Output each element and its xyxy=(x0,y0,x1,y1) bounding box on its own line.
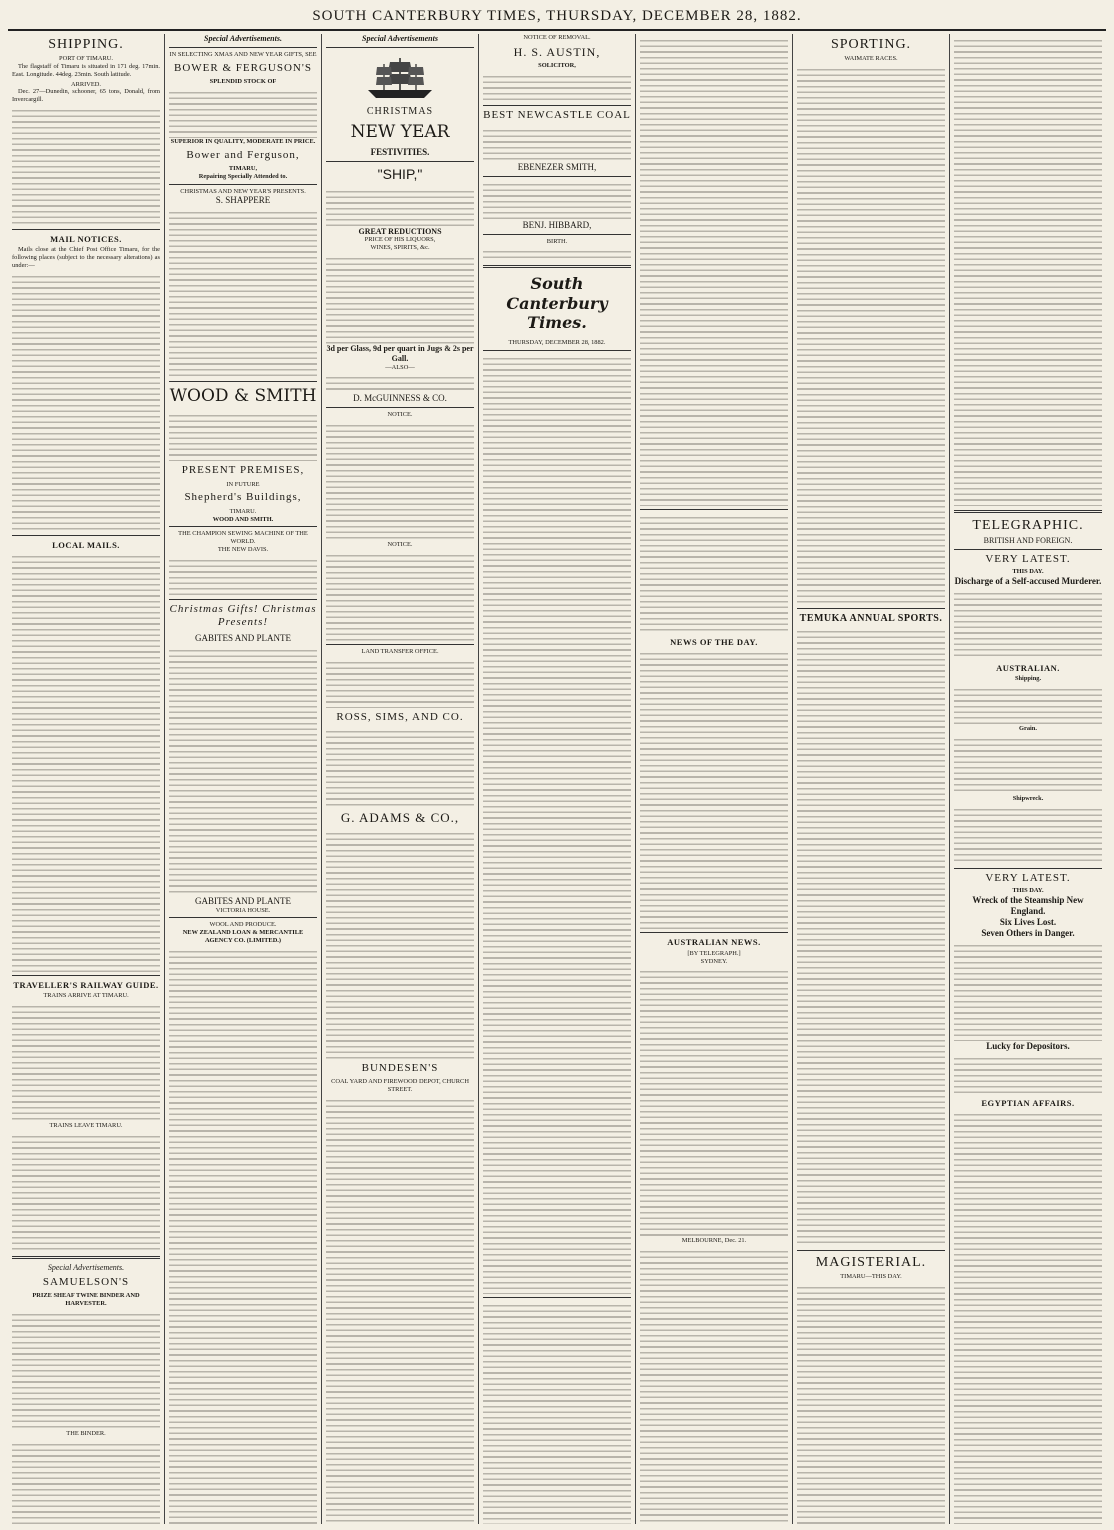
porter-line: 3d per Glass, 9d per quart in Jugs & 2s per Gall. xyxy=(326,344,474,363)
divider xyxy=(169,381,317,382)
newspaper-title: South Canterbury Times. xyxy=(506,274,608,333)
notice2-heading: NOTICE. xyxy=(387,541,413,549)
reductions-heading: GREAT REDUCTIONS xyxy=(358,226,442,236)
lucky-heading: Lucky for Depositors. xyxy=(986,1040,1070,1051)
gabites-body xyxy=(169,646,317,896)
this-day2-heading: THIS DAY. xyxy=(1012,887,1044,895)
sporting-heading: SPORTING. xyxy=(830,37,912,52)
divider xyxy=(169,47,317,48)
lucky-body xyxy=(954,1054,1102,1094)
festivities-heading: FESTIVITIES. xyxy=(370,146,430,157)
notice-body xyxy=(326,421,474,541)
divider xyxy=(640,932,788,933)
adams-heading: G. ADAMS & CO., xyxy=(340,810,460,826)
ship-icon xyxy=(360,52,440,102)
issue-date: THURSDAY, DECEMBER 28, 1882. xyxy=(508,338,606,346)
gabites-footer: GABITES AND PLANTE xyxy=(195,895,291,906)
divider xyxy=(326,644,474,645)
divider xyxy=(326,407,474,408)
austin-name: H. S. AUSTIN, xyxy=(513,44,601,59)
ebenezer-smith: EBENEZER SMITH, xyxy=(517,161,597,172)
bundesen-body xyxy=(326,1096,474,1524)
land-transfer-body xyxy=(326,658,474,708)
divider xyxy=(954,549,1102,550)
divider xyxy=(12,975,160,976)
binder2-body xyxy=(12,1440,160,1524)
column-2 xyxy=(165,34,322,1524)
mcguinness-name: D. McGUINNESS & CO. xyxy=(353,393,447,404)
sydney-body xyxy=(640,967,788,1237)
coal-body xyxy=(483,126,631,162)
telegraphic-heading: TELEGRAPHIC. xyxy=(972,518,1084,533)
solicitor-line: SOLICITOR, xyxy=(538,62,576,70)
wines-line: WINES, SPIRITS, &c. xyxy=(370,244,430,252)
egyptian-body xyxy=(954,1110,1102,1524)
shipwreck-body xyxy=(954,805,1102,865)
arrived-text: Dec. 27—Dunedin, schooner, 65 tons, Donald, from Invercargill. xyxy=(12,88,160,104)
column-3 xyxy=(322,34,479,1524)
wood-smith-heading: WOOD & SMITH xyxy=(169,386,317,407)
column-5 xyxy=(636,34,793,1524)
waimate-races-heading: WAIMATE RACES. xyxy=(844,55,898,63)
divider xyxy=(483,350,631,351)
divider xyxy=(169,184,317,185)
grain-body xyxy=(954,735,1102,795)
removal-body xyxy=(483,72,631,102)
new-davis: THE NEW DAVIS. xyxy=(217,546,269,554)
very-latest-heading: VERY LATEST. xyxy=(985,552,1071,565)
ross-sims-heading: ROSS, SIMS, AND CO. xyxy=(336,710,464,723)
removal-heading: NOTICE OF REMOVAL. xyxy=(523,34,591,41)
nz-loan-body xyxy=(169,947,317,1524)
wine-price-list xyxy=(326,254,474,344)
shappere-body xyxy=(169,208,317,378)
mail-notices-text: Mails close at the Chief Post Office Timaru, for the following places (subject to the necessary alterations) as under:— xyxy=(12,246,160,269)
divider xyxy=(954,868,1102,869)
divider xyxy=(169,599,317,600)
present-premises: PRESENT PREMISES, xyxy=(181,464,305,477)
ship-hotel-body xyxy=(326,187,474,227)
very-latest2-heading: VERY LATEST. xyxy=(985,871,1071,884)
divider xyxy=(797,608,945,609)
discharge-body xyxy=(954,589,1102,659)
trains-arrive-heading: TRAINS ARRIVE AT TIMARU. xyxy=(43,992,129,1000)
british-foreign-heading: BRITISH AND FOREIGN. xyxy=(983,536,1073,546)
new-year-heading: NEW YEAR xyxy=(350,121,450,142)
column-6 xyxy=(793,34,950,1524)
this-day-heading: THIS DAY. xyxy=(1012,568,1044,576)
sewing-body xyxy=(169,556,317,596)
bower-body xyxy=(169,88,317,138)
bower-subheading: SPLENDID STOCK OF xyxy=(209,77,277,85)
notice2-body xyxy=(326,551,474,641)
shipping-subheading: Shipping. xyxy=(1014,675,1042,683)
news-of-the-day-heading: NEWS OF THE DAY. xyxy=(670,637,758,647)
news-of-the-day-body xyxy=(640,649,788,929)
special-ads-heading: Special Advertisements. xyxy=(47,1263,125,1273)
binder2-heading: THE BINDER. xyxy=(66,1429,106,1437)
sewing-heading: THE CHAMPION SEWING MACHINE OF THE WORLD. xyxy=(178,530,308,546)
column-4 xyxy=(479,34,636,1524)
port-heading: PORT OF TIMARU. xyxy=(59,55,113,63)
editorial-column-2 xyxy=(640,36,788,506)
xmas-gifts-line: IN SELECTING XMAS AND NEW YEAR GIFTS, SEE xyxy=(169,50,317,58)
christmas-heading: CHRISTMAS xyxy=(366,105,434,117)
trains-leave-heading: TRAINS LEAVE TIMARU. xyxy=(49,1122,123,1130)
timaru-this-day: TIMARU—THIS DAY. xyxy=(840,1273,902,1281)
also-body xyxy=(326,373,474,393)
melbourne-body xyxy=(640,1247,788,1524)
shipping-heading: SHIPPING. xyxy=(48,37,124,52)
divider xyxy=(12,1256,160,1259)
divider xyxy=(954,510,1102,513)
also-line: —ALSO— xyxy=(385,363,415,371)
magisterial-body xyxy=(797,1283,945,1524)
ship-hotel-name: "SHIP," xyxy=(377,165,423,182)
divider xyxy=(483,176,631,177)
wreck-body xyxy=(954,941,1102,1041)
coal-yard-line: COAL YARD AND FIREWOOD DEPOT, CHURCH STREET. xyxy=(331,1078,469,1094)
liquor-price-line: PRICE OF HIS LIQUORS, xyxy=(364,236,436,244)
divider xyxy=(483,1297,631,1298)
bower-firm: Bower and Ferguson, xyxy=(186,148,300,161)
local-mails-body xyxy=(12,552,160,972)
samuelson-heading: SAMUELSON'S xyxy=(42,1275,130,1288)
trains-leave-body xyxy=(12,1132,160,1252)
shappere-heading: S. SHAPPERE xyxy=(215,195,271,206)
trains-arrive-body xyxy=(12,1002,160,1122)
divider xyxy=(12,229,160,230)
columns xyxy=(8,34,1106,1524)
nz-loan-heading: NEW ZEALAND LOAN & MERCANTILE AGENCY CO. (LIMITED.) xyxy=(182,929,304,945)
divider xyxy=(483,105,631,106)
grain-subheading: Grain. xyxy=(1019,725,1037,733)
hibbard-name: BENJ. HIBBARD, xyxy=(522,219,592,230)
christmas-gifts-heading: Christmas Gifts! Christmas Presents! xyxy=(169,602,317,629)
quality-line: SUPERIOR IN QUALITY, MODERATE IN PRICE. xyxy=(170,137,316,145)
gabites-heading: GABITES AND PLANTE xyxy=(195,632,291,643)
divider xyxy=(640,509,788,510)
flagstaff-text: The flagstaff of Timaru is situated in 171 deg. 17min. East. Longitude. 44deg. 23min. South latitude. xyxy=(12,62,160,78)
melbourne-dateline: MELBOURNE, Dec. 21. xyxy=(681,1237,747,1245)
shipping-body xyxy=(12,106,160,226)
newcastle-coal-heading: BEST NEWCASTLE COAL xyxy=(483,109,631,122)
editorial-column-2b xyxy=(640,513,788,633)
timaru-line: TIMARU. xyxy=(229,507,257,515)
bundesen-heading: BUNDESEN'S xyxy=(361,1062,439,1075)
divider xyxy=(169,917,317,918)
australian-heading: AUSTRALIAN. xyxy=(996,663,1060,674)
magisterial-heading: MAGISTERIAL. xyxy=(815,1255,927,1271)
editorial-body xyxy=(483,354,631,1294)
wood-smith-body xyxy=(169,411,317,461)
adams-body xyxy=(326,829,474,1059)
editorial-continued xyxy=(483,1301,631,1524)
wood-and-smith: WOOD AND SMITH. xyxy=(212,515,274,523)
column-7 xyxy=(950,34,1106,1524)
waimate-races-body xyxy=(797,65,945,605)
egyptian-heading: EGYPTIAN AFFAIRS. xyxy=(981,1097,1075,1108)
court-report-body xyxy=(954,36,1102,506)
temuka-sports-body xyxy=(797,627,945,1247)
australian-news-heading: AUSTRALIAN NEWS. xyxy=(667,937,761,948)
birth-body xyxy=(483,247,631,261)
wreck-heading: Wreck of the Steamship New England. xyxy=(972,895,1084,916)
discharge-heading: Discharge of a Self-accused Murderer. xyxy=(954,576,1102,587)
mail-notices-body xyxy=(12,272,160,532)
land-transfer-heading: LAND TRANSFER OFFICE. xyxy=(361,648,439,655)
wool-heading: WOOL AND PRODUCE. xyxy=(209,921,277,929)
divider xyxy=(169,526,317,527)
victoria-house: VICTORIA HOUSE. xyxy=(215,906,271,914)
presents-heading: CHRISTMAS AND NEW YEAR'S PRESENTS. xyxy=(180,187,306,195)
divider xyxy=(483,265,631,268)
special-ads-heading: Special Advertisements. xyxy=(204,34,282,43)
seven-others-heading: Seven Others in Danger. xyxy=(981,927,1075,938)
six-lives-heading: Six Lives Lost. xyxy=(999,916,1057,927)
binder-heading: PRIZE SHEAF TWINE BINDER AND HARVESTER. xyxy=(32,1292,140,1308)
repair-line: Repairing Specially Attended to. xyxy=(198,172,288,180)
divider xyxy=(483,234,631,235)
binder-body xyxy=(12,1310,160,1430)
special-ads-heading: Special Advertisements xyxy=(362,34,438,43)
railway-guide-heading: TRAVELLER'S RAILWAY GUIDE. xyxy=(13,980,159,991)
bower-heading: BOWER & FERGUSON'S xyxy=(174,61,312,74)
divider xyxy=(326,47,474,48)
by-telegraph: [BY TELEGRAPH.] xyxy=(687,949,741,957)
divider xyxy=(797,1250,945,1251)
ross-sims-body xyxy=(326,727,474,807)
sydney-dateline: SYDNEY. xyxy=(700,957,728,965)
bower-town: TIMARU, xyxy=(228,165,258,172)
in-future: IN FUTURE xyxy=(226,480,260,488)
shepherds-buildings: Shepherd's Buildings, xyxy=(184,491,302,504)
notice-heading: NOTICE. xyxy=(387,411,413,419)
masthead: SOUTH CANTERBURY TIMES, THURSDAY, DECEMBER 28, 1882. xyxy=(8,8,1106,31)
lamps-body xyxy=(483,180,631,220)
mail-notices-heading: MAIL NOTICES. xyxy=(50,233,122,244)
shipwreck-subheading: Shipwreck. xyxy=(1012,795,1044,802)
birth-heading: BIRTH. xyxy=(546,237,568,245)
column-1 xyxy=(8,34,165,1524)
shipping-body xyxy=(954,685,1102,725)
local-mails-heading: LOCAL MAILS. xyxy=(52,539,120,550)
temuka-sports-heading: TEMUKA ANNUAL SPORTS. xyxy=(799,612,943,624)
divider xyxy=(12,535,160,536)
divider xyxy=(326,161,474,162)
arrived-heading: ARRIVED. xyxy=(71,80,101,88)
